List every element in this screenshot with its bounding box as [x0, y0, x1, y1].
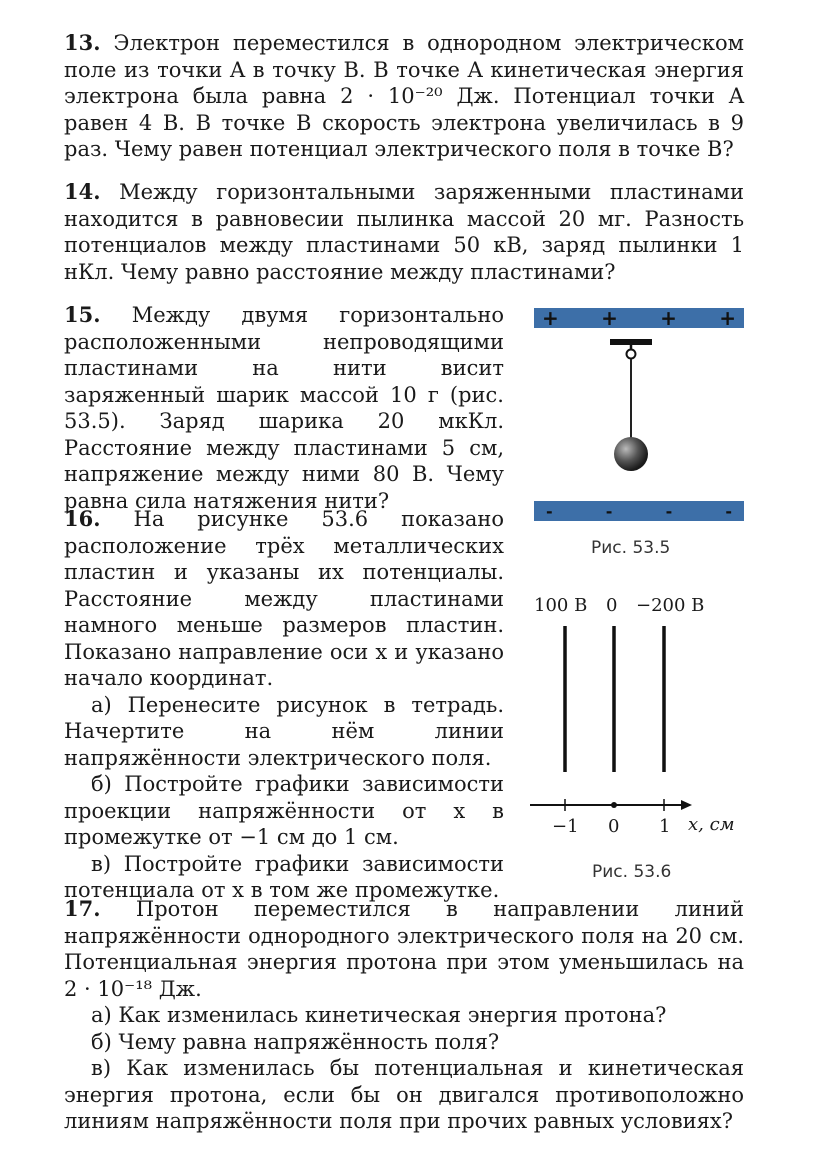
- potential-label-left: 100 В: [534, 595, 588, 616]
- plates-axis-figure: [526, 620, 696, 820]
- problem-16: [64, 506, 504, 904]
- problem-17-a: а) Как изменилась кинетическая энергия протона?: [91, 1003, 667, 1027]
- top-plate: [534, 308, 744, 328]
- hook-ring: [627, 350, 636, 359]
- problem-16-text: На рисунке 53.6 показано расположение трёх металлических пластин и указаны их потенциалы. Расстояние между пластинами намного меньше размеров пластин. Показано направление оси x и указано начало координат.: [64, 507, 504, 690]
- minus-sign: -: [665, 501, 673, 521]
- minus-sign: -: [546, 501, 553, 521]
- problem-14-number: 14.: [64, 179, 101, 204]
- origin-dot: [611, 802, 617, 808]
- tick-label-1: 1: [659, 816, 671, 837]
- problem-16-number: 16.: [64, 506, 101, 531]
- x-axis-arrow: [681, 800, 692, 810]
- minus-sign: -: [725, 501, 732, 521]
- problem-15: [64, 302, 504, 514]
- problem-13-text: Электрон переместился в однородном электрическом поле из точки A в точку B. В точке A кинетическая энергия электрона была равна 2 · 10⁻²⁰ Дж. Потенциал точки A равен 4 В. В точке B скорость электрона увеличилась в 9 раз. Чему равен потенциал электрического поля в точке B?: [64, 31, 744, 161]
- problem-15-number: 15.: [64, 302, 101, 327]
- suspension-bracket: [610, 339, 652, 345]
- problem-15-text: Между двумя горизонтально расположенными непроводящими пластинами на нити висит заряженный шарик массой 10 г (рис. 53.5). Заряд шарика 20 мкКл. Расстояние между пластинами 5 см, напряжение между ними 80 В. Чему равна сила натяжения нити?: [64, 303, 504, 513]
- figure-53-6-caption: Рис. 53.6: [592, 862, 672, 882]
- problem-17-number: 17.: [64, 896, 101, 921]
- minus-sign: -: [605, 501, 613, 521]
- plus-sign: +: [601, 306, 618, 330]
- problem-17-b: б) Чему равна напряжённость поля?: [91, 1029, 500, 1054]
- problem-14: [64, 179, 744, 285]
- potential-label-middle: 0: [606, 595, 618, 616]
- plus-sign: +: [660, 306, 677, 330]
- potential-label-right: −200 В: [636, 595, 705, 616]
- problem-16-b: б) Постройте графики зависимости проекции напряжённости от x в промежутке от −1 см до 1 см.: [64, 772, 504, 849]
- problem-16-c: в) Постройте графики зависимости потенциала от x в том же промежутке.: [64, 851, 504, 902]
- plus-sign: +: [542, 306, 559, 330]
- bottom-plate: [534, 501, 744, 521]
- problem-17-c: в) Как изменилась бы потенциальная и кинетическая энергия протона, если бы он двигался противоположно линиям напряжённости поля при прочих равных условиях?: [64, 1056, 744, 1133]
- problem-13: [64, 30, 744, 163]
- plus-sign: +: [719, 306, 736, 330]
- problem-14-text: Между горизонтальными заряженными пластинами находится в равновесии пылинка массой 20 мг. Разность потенциалов между пластинами 50 кВ, заряд пылинки 1 нКл. Чему равно расстояние между пластинами?: [64, 180, 744, 284]
- problem-16-a: а) Перенесите рисунок в тетрадь. Начертите на нём линии напряжённости электрического поля.: [64, 692, 504, 770]
- charged-ball: [614, 437, 648, 471]
- figure-53-5-caption: Рис. 53.5: [591, 538, 671, 558]
- tick-label-minus-1: −1: [552, 816, 579, 837]
- problem-17-text: Протон переместился в направлении линий напряжённости однородного электрического поля на 20 см. Потенциальная энергия протона при этом уменьшилась на 2 · 10⁻¹⁸ Дж.: [64, 897, 744, 1001]
- problem-13-number: 13.: [64, 30, 101, 55]
- problem-17: [64, 896, 744, 1135]
- tick-label-0: 0: [608, 816, 620, 837]
- axis-label: x, см: [688, 814, 735, 835]
- pendulum-figure: [600, 330, 680, 480]
